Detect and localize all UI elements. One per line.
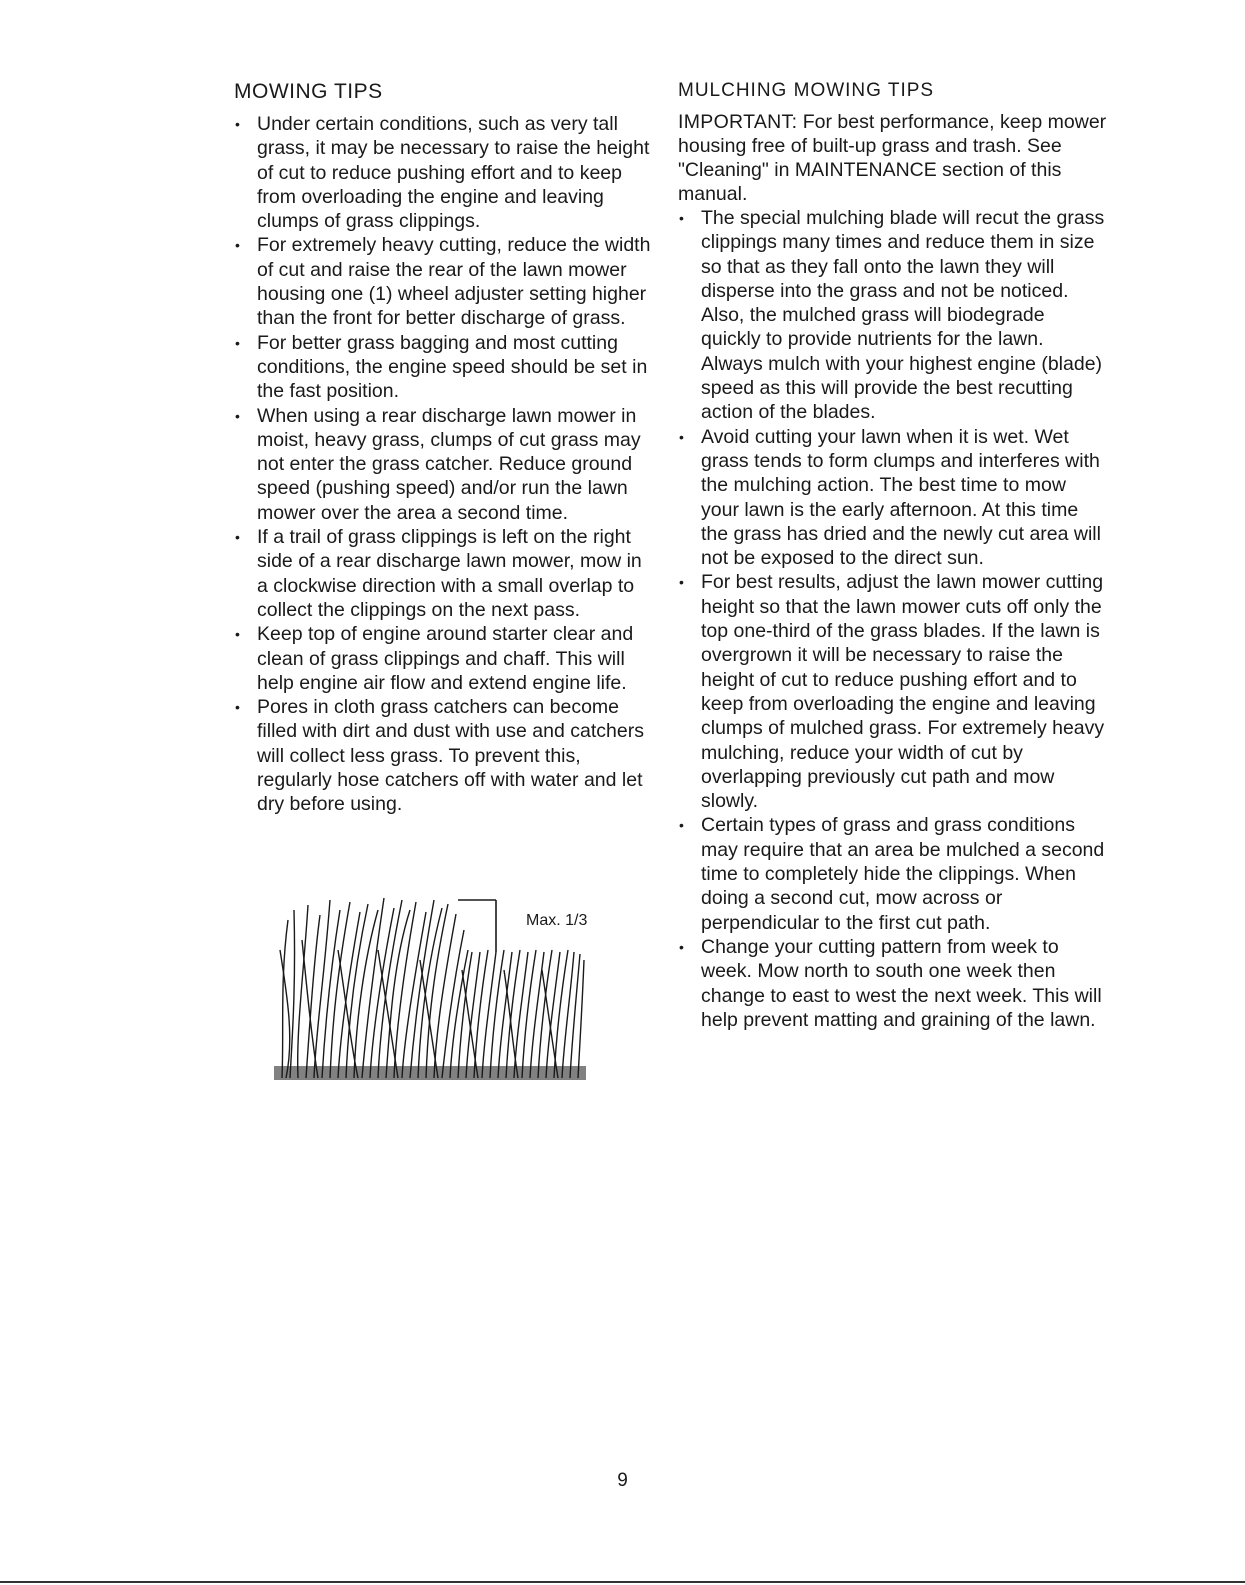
list-item: • Certain types of grass and grass conditions may require that an area be mulched a second time to completely hide the clippings. When doing a second cut, mow across or perpendicular to the first cut path. (679, 814, 1105, 934)
list-item: • If a trail of grass clippings is left on the right side of a rear discharge lawn mower, mow in a clockwise direction with a small overlap to collect the clippings on the next pass. (235, 526, 642, 621)
list-item: • When using a rear discharge lawn mower in moist, heavy grass, clumps of cut grass may not enter the grass catcher. Reduce ground speed (pushing speed) and/or run the lawn mower over the area a second time. (235, 404, 641, 524)
bullet-icon: • (679, 574, 684, 591)
bullet-icon: • (235, 626, 240, 643)
important-note (678, 110, 1108, 206)
max-cut-label: Max. 1/3 (526, 912, 588, 929)
page-number: 9 (617, 1470, 628, 1491)
mowing-tips-heading: MOWING TIPS (234, 80, 383, 103)
mulching-tips-heading: MULCHING MOWING TIPS (678, 80, 935, 101)
list-item: • Under certain conditions, such as very tall grass, it may be necessary to raise the height of cut to reduce pushing effort and to keep from overloading the engine and leaving clumps of grass clippings. (235, 113, 650, 233)
bullet-icon: • (235, 116, 240, 132)
bullet-icon: • (235, 237, 240, 254)
bullet-icon: • (679, 210, 684, 226)
list-item: • For better grass bagging and most cutting conditions, the engine speed should be set in the fast position. (235, 331, 648, 403)
bullet-icon: • (235, 334, 240, 351)
list-item: • Avoid cutting your lawn when it is wet. Wet grass tends to form clumps and interferes with the mulching action. The best time to mow your lawn is the early afternoon. At this time the grass has dried and the newly cut area will not be exposed to the direct sun. (679, 425, 1101, 570)
important-text: For best performance, keep mower housing free of built-up grass and trash. See "Cleaning" in MAINTENANCE section of this manual. (678, 111, 1107, 205)
bullet-icon: • (679, 817, 684, 834)
list-item: • For extremely heavy cutting, reduce the width of cut and raise the rear of the lawn mower housing one (1) wheel adjuster setting higher than the front for better discharge of grass. (235, 234, 651, 330)
bullet-icon: • (679, 428, 684, 445)
list-item: • Change your cutting pattern from week to week. Mow north to south one week then change to east to west the next week. This will help prevent matting and graining of the lawn. (679, 935, 1102, 1031)
grass-base (274, 1066, 586, 1080)
mulching-tips-list (678, 206, 1108, 1032)
list-item: • Keep top of engine around starter clear and clean of grass clippings and chaff. This will help engine air flow and extend engine life. (235, 623, 634, 694)
bullet-icon: • (235, 529, 240, 546)
bullet-icon: • (235, 699, 240, 716)
important-label: IMPORTANT: (678, 111, 798, 133)
mulching-tips-column (678, 80, 1108, 1032)
list-item: • The special mulching blade will recut the grass clippings many times and reduce them in size so that as they fall onto the lawn they will disperse into the grass and not be noticed. Also, the mulched grass will biodegrade quickly to provide nutrients for the lawn. Always mulch with your highest engine (blade) speed as this will provide the best recutting action of the blades. (679, 207, 1105, 424)
mowing-tips-list (234, 112, 654, 817)
bottom-rule (0, 1581, 1245, 1583)
bullet-icon: • (235, 407, 240, 424)
list-item: • For best results, adjust the lawn mower cutting height so that the lawn mower cuts off only the top one-third of the grass blades. If the lawn is overgrown it will be necessary to raise the height of cut to reduce pushing effort and to keep from overloading the engine and leaving clumps of mulched grass. For extremely heavy mulching, reduce your width of cut by overlapping previously cut path and mow slowly. (679, 571, 1105, 813)
bullet-icon: • (679, 938, 684, 955)
mowing-tips-column (234, 80, 654, 817)
list-item: • Pores in cloth grass catchers can become filled with dirt and dust with use and catchers will collect less grass. To prevent this, regularly hose catchers off with water and let dry before using. (235, 696, 644, 816)
